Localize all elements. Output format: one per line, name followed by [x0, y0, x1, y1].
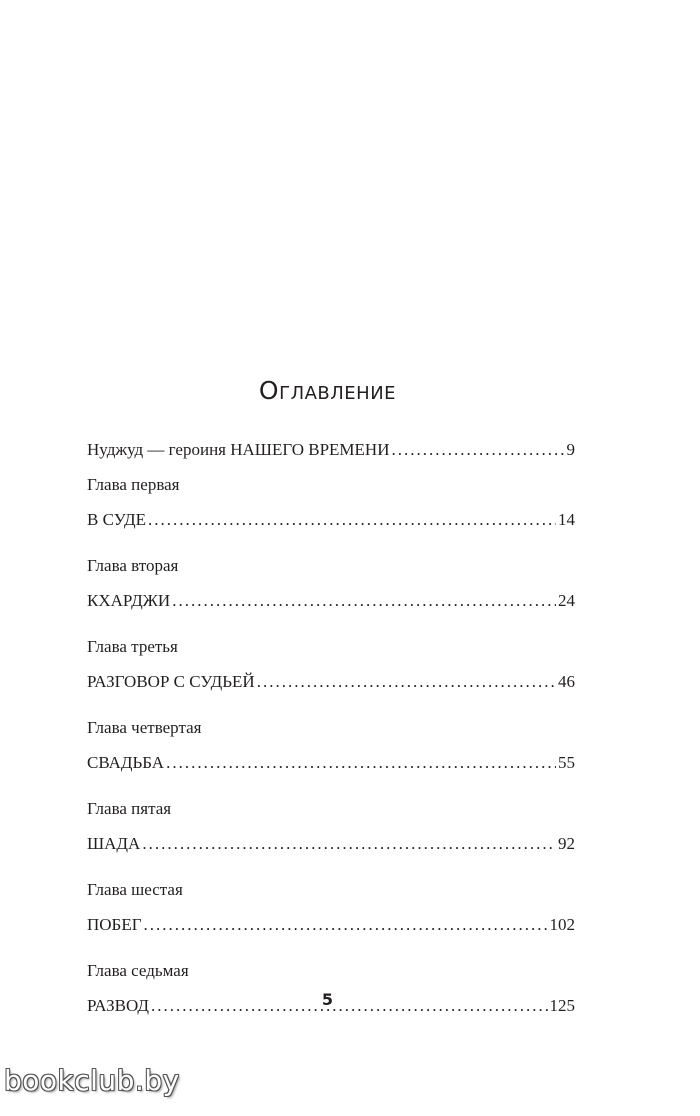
dot-leader: [148, 508, 556, 532]
toc-entry-chapter-1[interactable]: [87, 473, 575, 532]
toc-line: [87, 589, 575, 613]
toc-entry-page: 9: [566, 440, 575, 459]
toc-entry-title: РАЗГОВОР С СУДЬЕЙ: [87, 672, 255, 691]
toc-entry-chapter-5[interactable]: [87, 797, 575, 856]
toc-line: [87, 670, 575, 694]
dot-leader: [392, 438, 565, 462]
toc-line: [87, 751, 575, 775]
toc-entry-page: 24: [558, 591, 575, 610]
chapter-label: Глава четвертая: [87, 718, 202, 737]
toc-entry-page: 102: [549, 915, 575, 934]
toc-entry-title: В СУДЕ: [87, 510, 147, 529]
chapter-label: Глава пятая: [87, 799, 172, 818]
chapter-label: Глава седьмая: [87, 961, 189, 980]
toc-entry-page: 55: [558, 753, 575, 772]
toc-entry-chapter-3[interactable]: [87, 635, 575, 694]
dot-leader: [144, 913, 548, 937]
page-number: 5: [321, 990, 334, 1009]
toc-entry-chapter-2[interactable]: [87, 554, 575, 613]
dot-leader: [172, 589, 556, 613]
dot-leader: [166, 751, 556, 775]
toc-entry-title: КХАРДЖИ: [87, 591, 171, 610]
toc-entry-intro[interactable]: [87, 438, 575, 462]
chapter-label: Глава вторая: [87, 556, 179, 575]
toc-entry-chapter-6[interactable]: [87, 878, 575, 937]
toc-entry-title: ПОБЕГ: [87, 915, 142, 934]
toc-entry-title: РАЗВОД: [87, 996, 150, 1015]
toc-entry-title: СВАДЬБА: [87, 753, 165, 772]
toc-entry-title: Нуджуд — героиня НАШЕГО ВРЕМЕНИ: [87, 440, 390, 459]
toc-entry-page: 125: [549, 996, 575, 1015]
toc-entry-page: 14: [558, 510, 575, 529]
dot-leader: [142, 832, 556, 856]
toc-line: [87, 438, 575, 462]
site-watermark: bookclub.by: [4, 1064, 180, 1097]
toc-entry-page: 46: [558, 672, 575, 691]
table-of-contents: [87, 438, 575, 1018]
toc-entry-title: ШАДА: [87, 834, 141, 853]
toc-line: [87, 508, 575, 532]
toc-line: [87, 913, 575, 937]
toc-entry-chapter-7[interactable]: [87, 959, 575, 1018]
dot-leader: [257, 670, 556, 694]
toc-line: [87, 832, 575, 856]
toc-entry-chapter-4[interactable]: [87, 716, 575, 775]
chapter-label: Глава первая: [87, 475, 180, 494]
chapter-label: Глава третья: [87, 637, 178, 656]
toc-entry-page: 92: [558, 834, 575, 853]
chapter-label: Глава шестая: [87, 880, 183, 899]
toc-title: Оглавление: [258, 376, 397, 405]
